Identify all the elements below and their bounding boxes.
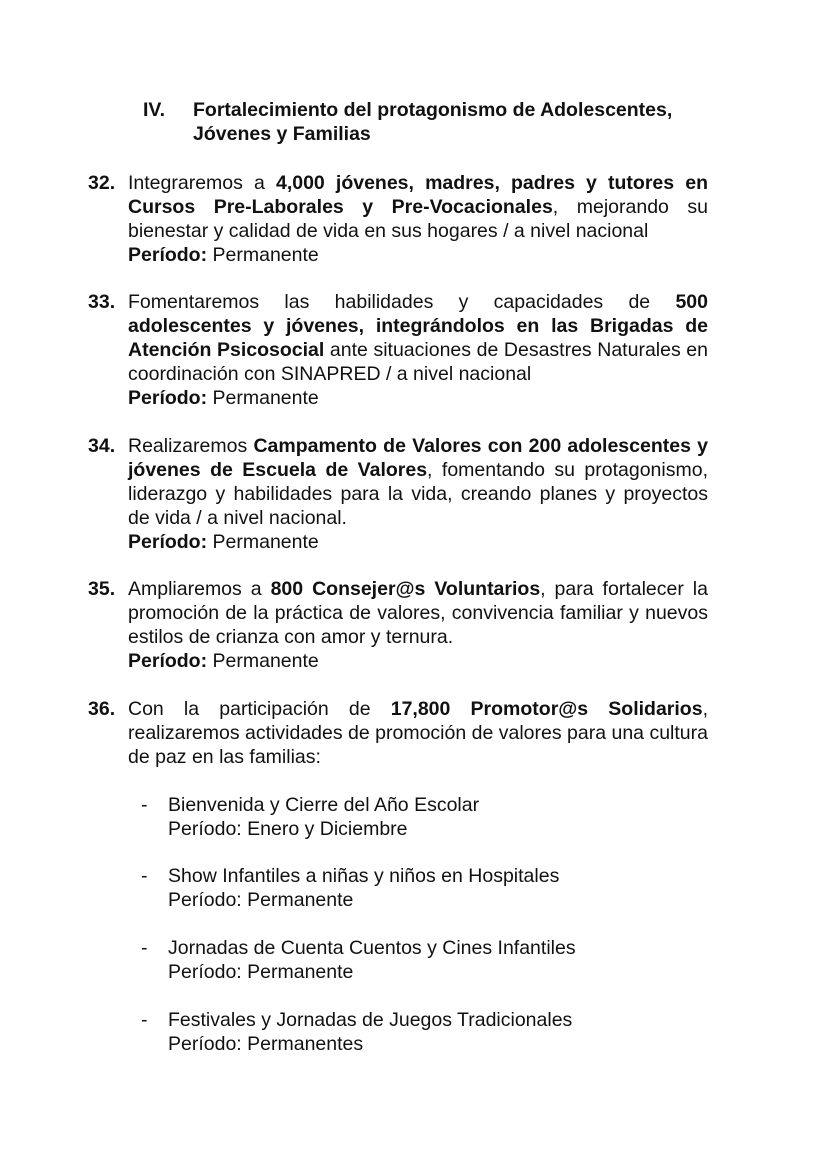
list-item-36: [88, 697, 708, 769]
item-number: 34.: [88, 435, 116, 457]
item-text-post: ante situaciones de Desastres Naturales en coordinación con SINAPRED / a nivel nacional: [128, 339, 708, 385]
period-value: Permanente: [212, 531, 319, 553]
period-value: Permanente: [212, 387, 319, 409]
bullet-period: Período: Enero y Diciembre: [168, 818, 408, 840]
item-text-pre: Con la participación de: [128, 698, 391, 720]
period-label: Período:: [128, 387, 208, 409]
section-title: Fortalecimiento del protagonismo de Adolescentes, Jóvenes y Familias: [193, 99, 673, 145]
bullet-dash: -: [141, 1009, 148, 1031]
period-value: Permanente: [212, 650, 319, 672]
item-text-bold: 4,000 jóvenes, madres, padres y tutores en Cursos Pre-Laborales y Pre-Vocacionales: [128, 172, 708, 218]
item-text-pre: Ampliaremos a: [128, 578, 271, 600]
item-text-pre: Integraremos a: [128, 172, 276, 194]
bullet-item: [141, 1008, 681, 1056]
bullet-period: Período: Permanente: [168, 889, 354, 911]
item-text-bold: 17,800 Promotor@s Solidarios: [390, 698, 703, 720]
item-text-bold: 500 adolescentes y jóvenes, integrándolos en las Brigadas de Atención Psicosocial: [128, 291, 708, 361]
item-number: 32.: [88, 172, 116, 194]
item-body: [128, 697, 708, 769]
item-text-bold: 800 Consejer@s Voluntarios: [270, 578, 541, 600]
period-label: Período:: [128, 244, 208, 266]
item-text-post: , mejorando su bienestar y calidad de vida en sus hogares / a nivel nacional: [128, 196, 708, 242]
item-text-pre: Fomentaremos las habilidades y capacidades de: [128, 291, 676, 313]
bullet-text: Show Infantiles a niñas y niños en Hospitales: [168, 865, 560, 887]
item-number: 35.: [88, 578, 116, 600]
list-item-33: [88, 290, 708, 410]
bullet-period: Período: Permanente: [168, 961, 354, 983]
item-number: 33.: [88, 291, 116, 313]
bullet-item: [141, 864, 681, 912]
list-item-34: [88, 434, 708, 554]
section-heading: [143, 98, 723, 146]
item-period: [128, 649, 708, 673]
bullet-dash: -: [141, 937, 148, 959]
item-text-pre: Realizaremos: [128, 435, 254, 457]
period-label: Período:: [128, 650, 208, 672]
item-text-post: , para fortalecer la promoción de la práctica de valores, convivencia familiar y nuevos estilos de crianza con amor y ternura.: [128, 578, 708, 648]
list-item-32: [88, 171, 708, 267]
item-body: [128, 171, 708, 267]
bullet-dash: -: [141, 794, 148, 816]
section-numeral: IV.: [143, 99, 166, 121]
period-value: Permanente: [212, 244, 319, 266]
item-text-bold: Campamento de Valores con 200 adolescentes y jóvenes de Escuela de Valores: [128, 435, 708, 481]
bullet-dash: -: [141, 865, 148, 887]
bullet-text: Festivales y Jornadas de Juegos Tradicionales: [168, 1009, 573, 1031]
item-body: [128, 577, 708, 673]
item-period: [128, 243, 708, 267]
bullet-text: Jornadas de Cuenta Cuentos y Cines Infantiles: [168, 937, 576, 959]
bullet-item: [141, 936, 681, 984]
item-period: [128, 386, 708, 410]
bullet-period: Período: Permanentes: [168, 1033, 364, 1055]
item-body: [128, 434, 708, 554]
item-body: [128, 290, 708, 410]
bullet-item: [141, 793, 681, 841]
list-item-35: [88, 577, 708, 673]
item-period: [128, 530, 708, 554]
item-number: 36.: [88, 698, 116, 720]
period-label: Período:: [128, 531, 208, 553]
item-text-post: , realizaremos actividades de promoción de valores para una cultura de paz en las familias:: [128, 698, 708, 768]
bullet-text: Bienvenida y Cierre del Año Escolar: [168, 794, 480, 816]
item-text-post: , fomentando su protagonismo, liderazgo y habilidades para la vida, creando planes y proyectos de vida / a nivel nacional.: [128, 459, 708, 529]
